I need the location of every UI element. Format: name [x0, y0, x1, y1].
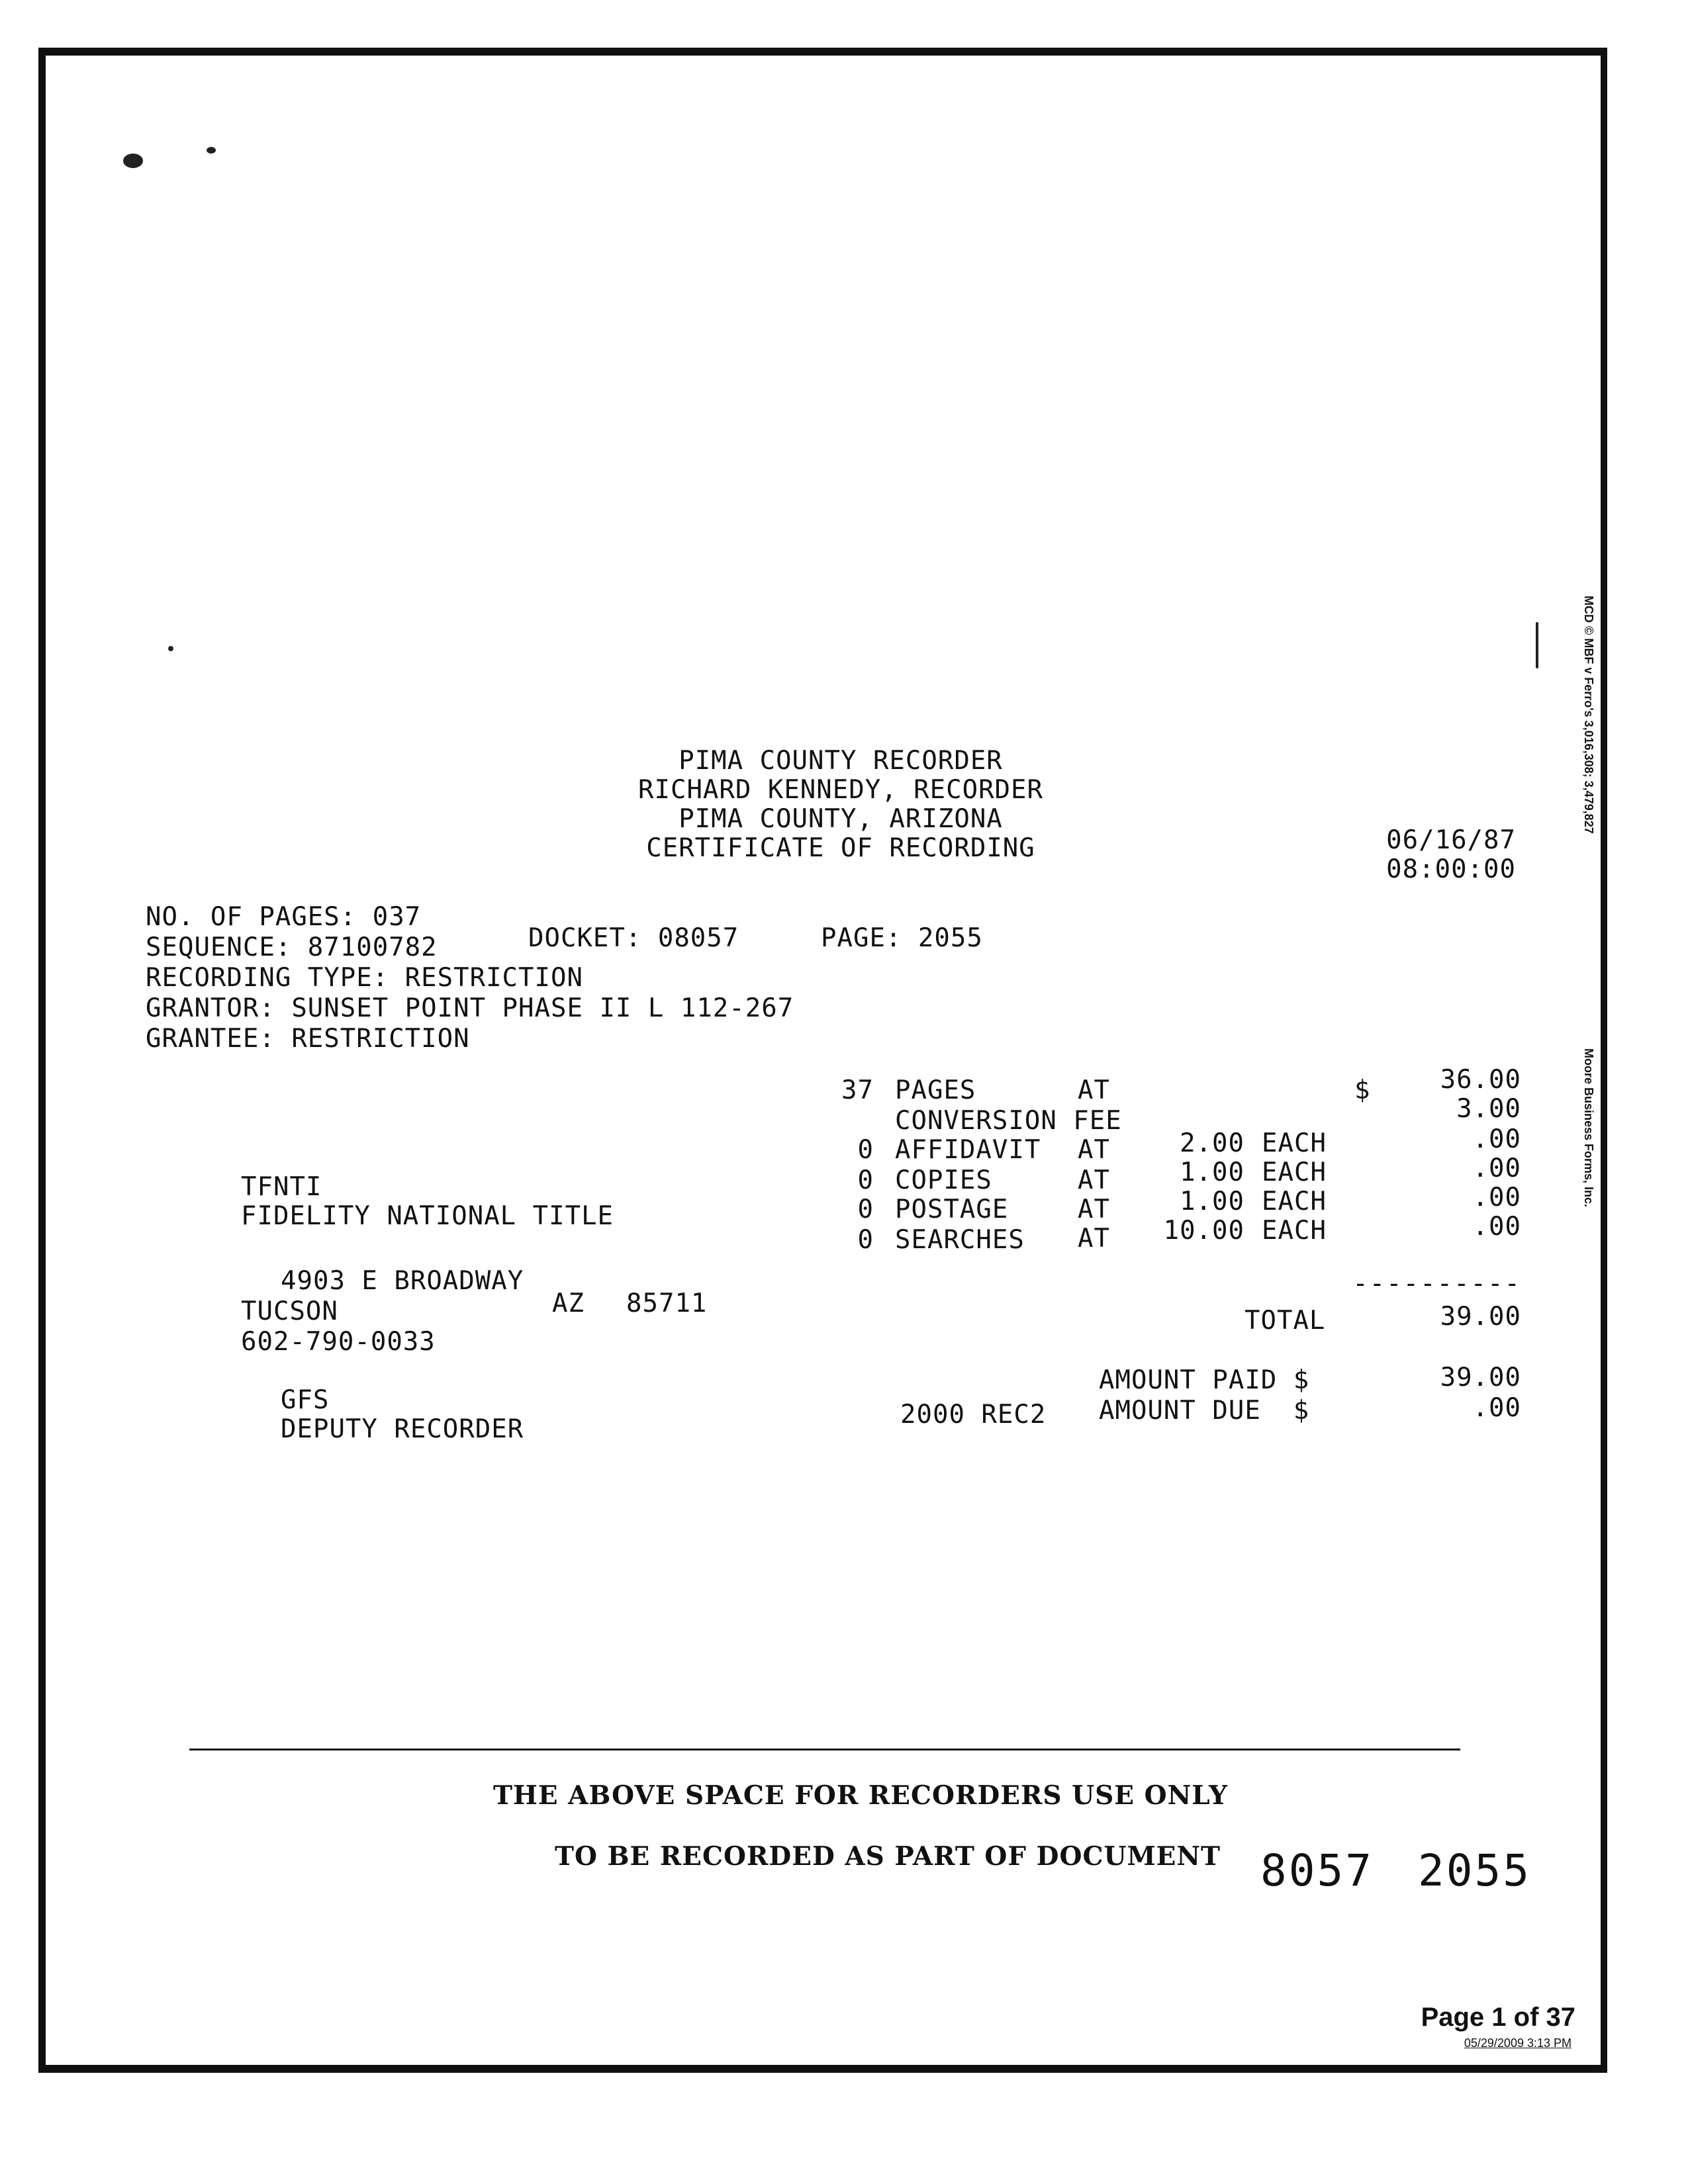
document-docket-number: 8057: [1260, 1845, 1374, 1896]
fee-at: AT: [1078, 1165, 1110, 1195]
fee-rate: 1.00: [1180, 1158, 1244, 1187]
clerk-initials: GFS: [281, 1385, 330, 1415]
fee-amount: .00: [1472, 1154, 1521, 1183]
total-amount: 39.00: [1440, 1302, 1521, 1332]
fee-amount: 36.00: [1440, 1065, 1521, 1095]
fee-at: AT: [1078, 1195, 1110, 1224]
record-note: TO BE RECORDED AS PART OF DOCUMENT: [555, 1841, 1221, 1872]
recording-type: RECORDING TYPE: RESTRICTION: [146, 963, 583, 993]
fee-amount: .00: [1472, 1124, 1521, 1154]
side-form-imprint: MCD © MBF v Ferro's 3,016,308; 3,479,827: [1582, 596, 1595, 834]
fee-qty: 0: [857, 1165, 874, 1195]
fee-rate: 10.00: [1163, 1216, 1244, 1246]
dollar-sign: $: [1354, 1075, 1371, 1105]
side-company-imprint: Moore Business Forms, Inc.: [1582, 1048, 1595, 1208]
fee-item: PAGES: [895, 1075, 976, 1105]
fee-at: AT: [1078, 1075, 1110, 1105]
party-zip: 85711: [626, 1289, 708, 1318]
fee-rate: 1.00: [1180, 1187, 1244, 1216]
document-page-number: 2055: [1418, 1845, 1531, 1896]
fee-unit: EACH: [1262, 1128, 1327, 1158]
fee-unit: EACH: [1262, 1158, 1327, 1187]
total-label: TOTAL: [1244, 1306, 1326, 1336]
amount-paid-label: AMOUNT PAID $: [1099, 1365, 1310, 1395]
fee-item: COPIES: [895, 1165, 992, 1195]
scan-speck: [123, 154, 143, 168]
fee-item: SEARCHES: [895, 1225, 1025, 1255]
fee-at: AT: [1078, 1224, 1110, 1253]
fee-amount: .00: [1472, 1212, 1521, 1242]
print-timestamp: 05/29/2009 3:13 PM: [1464, 2036, 1571, 2050]
county-state: PIMA COUNTY, ARIZONA: [679, 804, 1003, 834]
recorder-office-title: PIMA COUNTY RECORDER: [679, 746, 1003, 776]
recorder-space-note: THE ABOVE SPACE FOR RECORDERS USE ONLY: [492, 1780, 1228, 1811]
total-separator: ----------: [1352, 1269, 1521, 1298]
fee-amount: 3.00: [1456, 1094, 1521, 1124]
page-border: [38, 48, 1607, 2073]
recording-time: 08:00:00: [1386, 854, 1516, 884]
fee-item: AFFIDAVIT: [895, 1135, 1041, 1165]
scan-speck: [1536, 622, 1538, 668]
recorder-space-divider: [189, 1749, 1460, 1751]
party-name: FIDELITY NATIONAL TITLE: [241, 1201, 614, 1231]
fee-qty: 0: [857, 1225, 874, 1255]
fee-qty: 0: [857, 1195, 874, 1224]
party-phone: 602-790-0033: [241, 1327, 436, 1357]
fee-unit: EACH: [1262, 1187, 1327, 1216]
amount-due-label: AMOUNT DUE $: [1099, 1396, 1310, 1426]
fee-qty: 37: [841, 1075, 874, 1105]
sequence-number: SEQUENCE: 87100782: [146, 933, 438, 962]
fee-item: POSTAGE: [895, 1195, 1009, 1224]
amount-paid: 39.00: [1440, 1363, 1521, 1392]
docket-number: DOCKET: 08057: [528, 923, 739, 953]
fee-at: AT: [1078, 1135, 1110, 1165]
recorder-name: RICHARD KENNEDY, RECORDER: [638, 775, 1043, 805]
fee-qty: 0: [857, 1135, 874, 1165]
page-reference: PAGE: 2055: [821, 923, 983, 953]
grantee: GRANTEE: RESTRICTION: [146, 1024, 470, 1054]
scan-speck: [168, 646, 173, 651]
party-code: TFNTI: [241, 1172, 322, 1202]
fee-unit: EACH: [1262, 1216, 1327, 1246]
clerk-title: DEPUTY RECORDER: [281, 1414, 524, 1444]
fee-amount: .00: [1472, 1183, 1521, 1212]
party-state: AZ: [552, 1289, 585, 1318]
recording-date: 06/16/87: [1386, 825, 1516, 855]
party-street: 4903 E BROADWAY: [281, 1266, 524, 1296]
register-code: 2000 REC2: [900, 1400, 1047, 1430]
number-of-pages: NO. OF PAGES: 037: [146, 902, 422, 932]
party-city: TUCSON: [241, 1297, 338, 1326]
fee-rate: 2.00: [1180, 1128, 1244, 1158]
grantor: GRANTOR: SUNSET POINT PHASE II L 112-267: [146, 993, 794, 1023]
fee-item: CONVERSION FEE: [895, 1106, 1122, 1136]
certificate-title: CERTIFICATE OF RECORDING: [646, 833, 1035, 863]
amount-due: .00: [1472, 1393, 1521, 1423]
page-indicator: Page 1 of 37: [1421, 2003, 1575, 2032]
scan-speck: [207, 147, 216, 154]
